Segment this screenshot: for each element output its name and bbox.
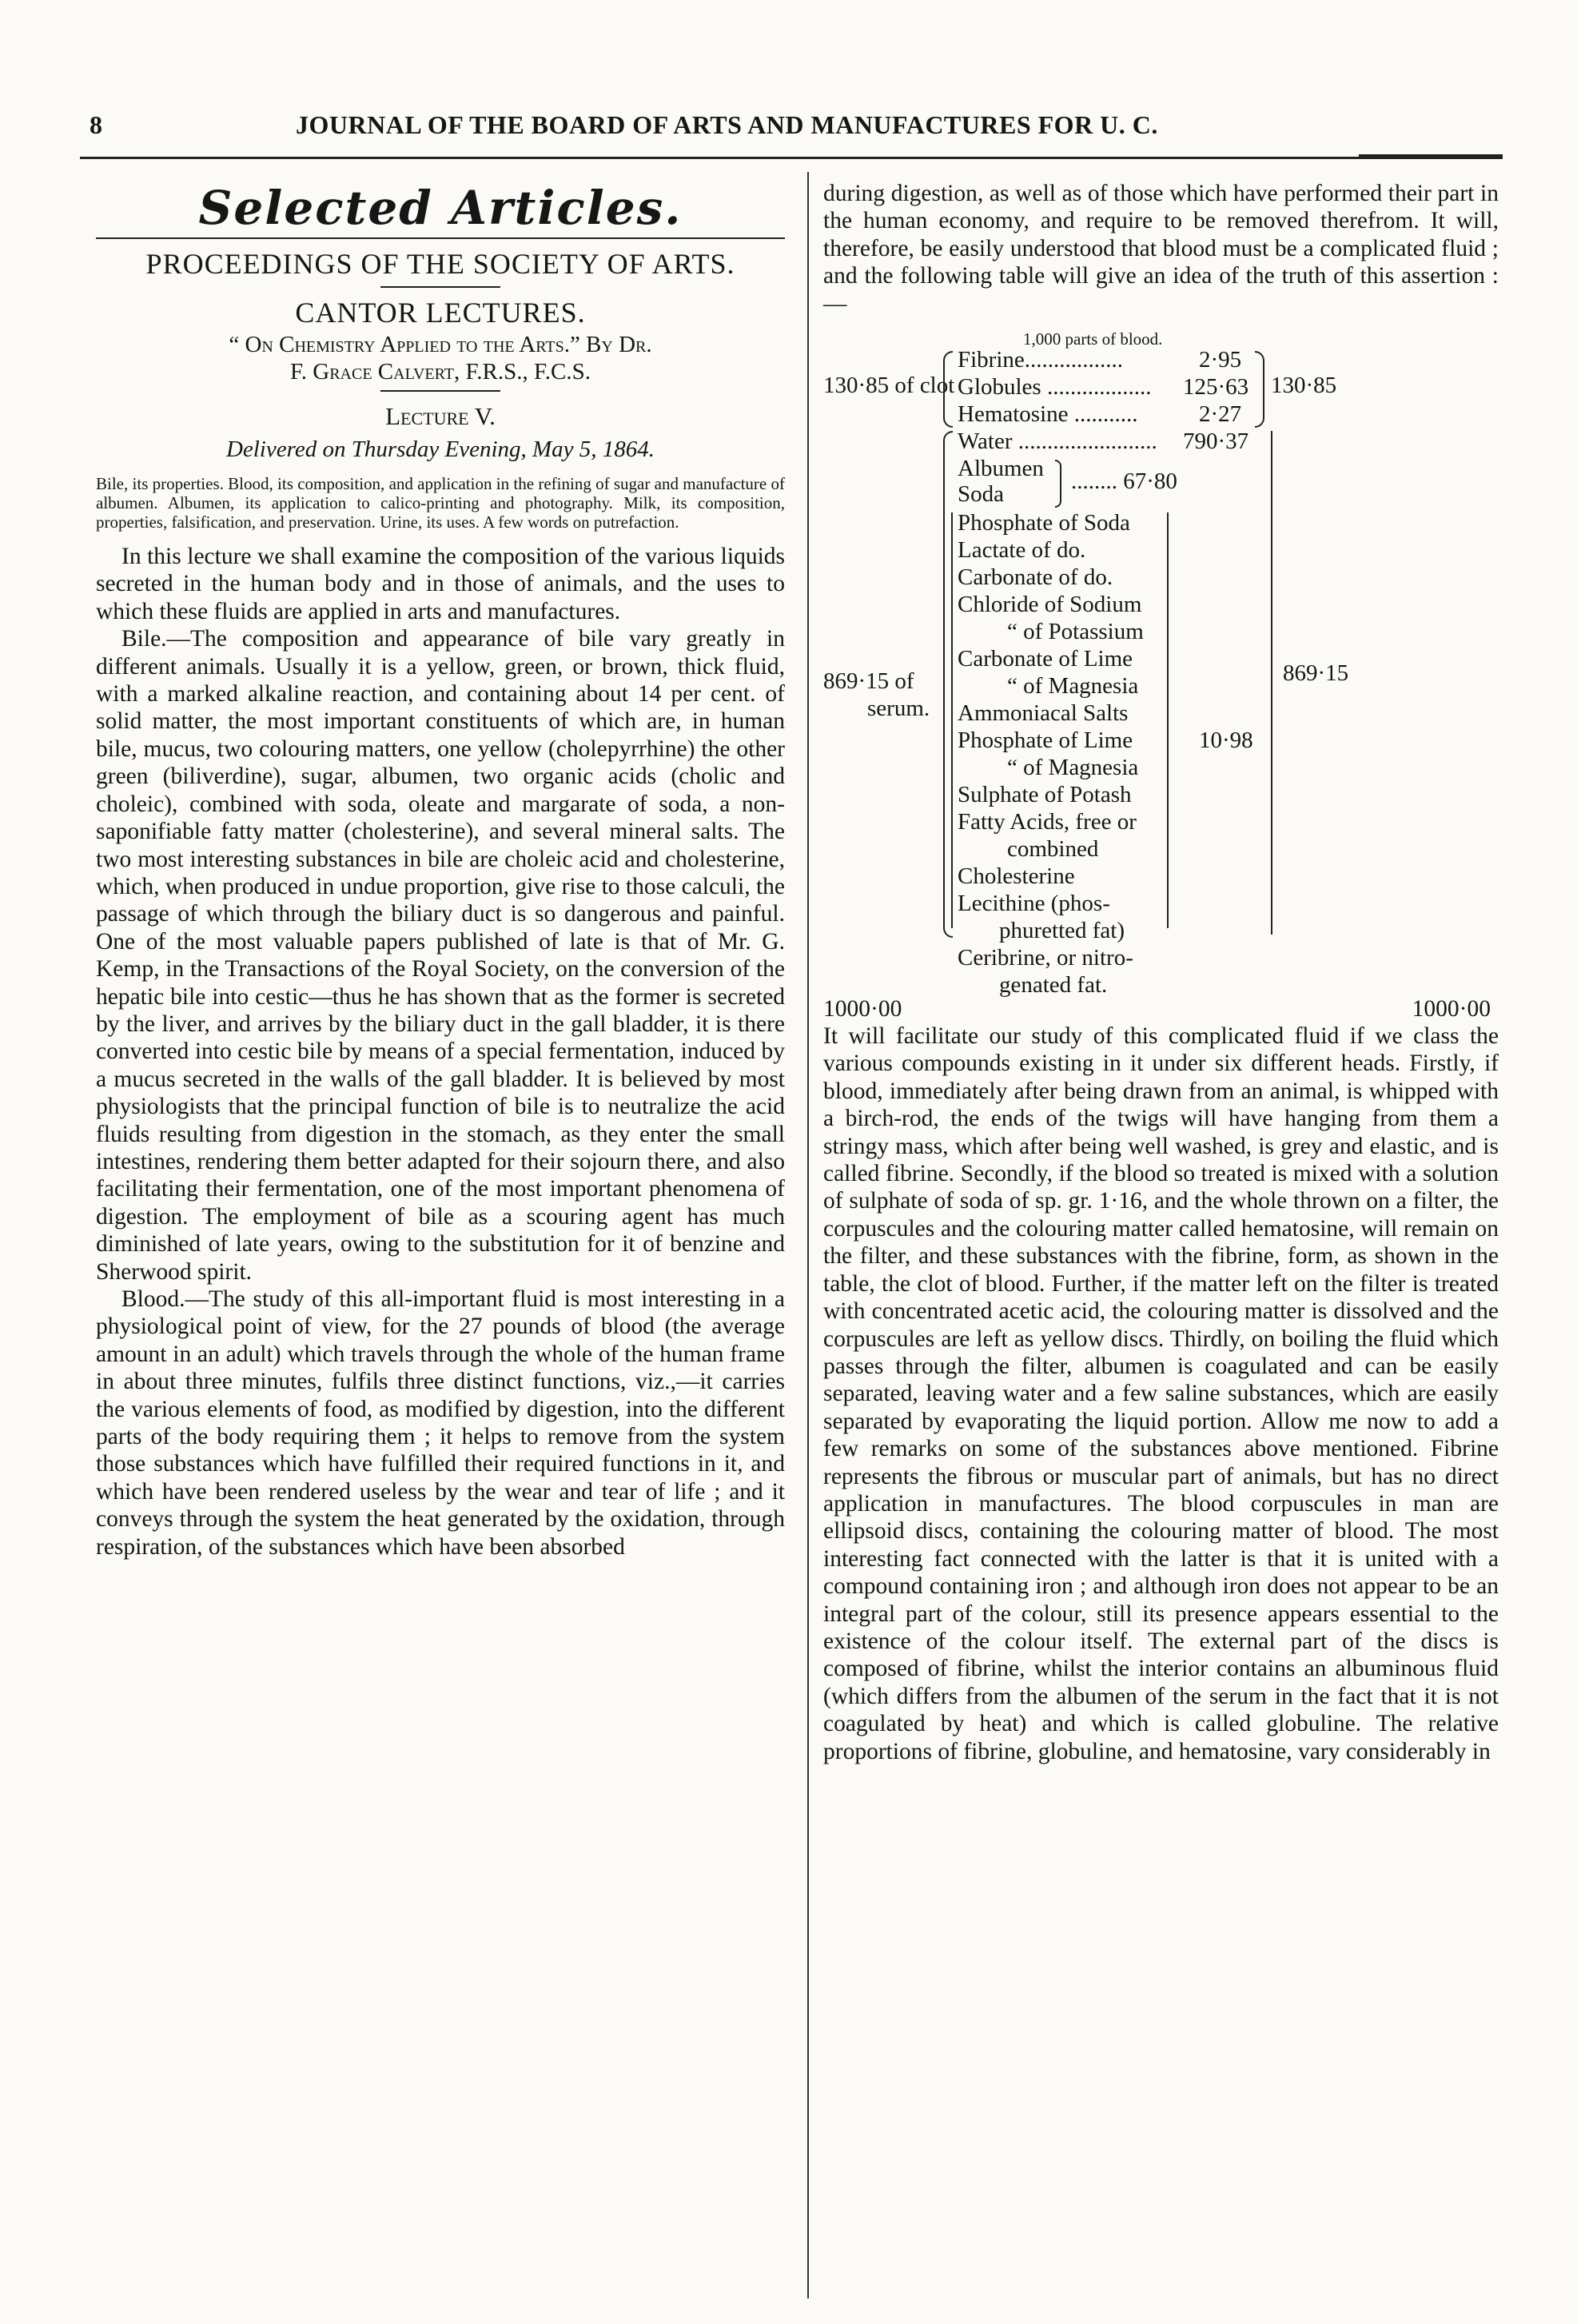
running-head — [80, 110, 1503, 150]
table-caption: 1,000 parts of blood. — [1023, 329, 1163, 349]
salt-item: Lecithine (phos- — [958, 891, 1110, 917]
serum-total: 869·15 — [1283, 660, 1349, 687]
salt-item: Fatty Acids, free or — [958, 809, 1137, 835]
salt-item: “ of Potassium — [1007, 619, 1144, 645]
salt-item: Ammoniacal Salts — [958, 700, 1129, 727]
paragraph-bile: Bile.—The composition and appearance of bile vary greatly in different animals. Usually it is a yellow, green, or brown, thick fluid, with a marked alkaline reaction, and containing about 14 per cent. of solid matter, the most important constituents of which are, in human bile, mucus, two colouring matters, one yellow (cholepyrrhine) the other green (biliverdine), sugar, albumen, two organic acids (cholic and choleic), combined with soda, oleate and margarate of soda, a non-saponifiable fatty matter (cholesterine), and several mineral salts. The two most interesting substances in bile are choleic acid and cholesterine, which, when produced in undue proportion, give rise to those calculi, the passage of which through the biliary duct is so dangerous and painful. One of the most valuable papers published of late is that of Mr. G. Kemp, in the Transactions of the Royal Society, on the conversion of the hepatic bile into cestic—thus he has shown that as the former is secreted by the liver, and arrives by the biliary duct in the gall bladder, it is there converted into cestic bile by means of a special fermentation, induced by a mucus secreted in the walls of the gall bladder. It is believed by most physiologists that the principal function of bile is to neutralize the acid fluids resulting from digestion in the stomach, as they enter the small intestines, rendering them better adapted for their sojourn there, and also facilitating their fermentation, one of the most important phenomena of digestion. The employment of bile as a scouring agent has much diminished of late years, owing to the substitution for it of benzine and Sherwood spirit. — [96, 626, 785, 1285]
lecture-number: Lecture V. — [385, 402, 496, 431]
paragraph-intro: In this lecture we shall examine the composition of the various liquids secreted in the human body and in those of animals, and the uses to which these fluids are applied in arts and manufactures. — [96, 544, 785, 624]
right-column — [823, 180, 1499, 1765]
subtitle-line-2: F. Grace Calvert, F.R.S., F.C.S. — [289, 359, 591, 385]
globules-value: 125·63 — [1183, 374, 1249, 401]
salt-item: Carbonate of Lime — [958, 646, 1133, 672]
clot-brace-left — [943, 351, 953, 428]
clot-total: 130·85 — [1271, 373, 1337, 399]
salt-item: Phosphate of Soda — [958, 510, 1130, 536]
paragraph-classification: It will facilitate our study of this complicated fluid if we class the various compounds existing in it under six different heads. Firstly, if blood, immediately after being drawn from an animal, is whipped with a birch-rod, the ends of the twigs will have hanging from them a stringy mass, which after being well washed, is grey and elastic, and is called fibrine. Secondly, if the blood so treated is mixed with a solution of sulphate of soda of sp. gr. 1·16, and the whole thrown on a filter, the corpuscules and the colouring matter called hematosine, will remain on the filter, and these substances with the fibrine, form, as shown in the table, the clot of blood. Further, if the matter left on the filter is treated with concentrated acetic acid, the colouring matter is dissolved and the corpuscules are left as yellow discs. Thirdly, on boiling the fluid which passes through the filter, albumen is coagulated and can be easily separated, leaving water and a few saline substances, which are easily separated by evaporating the liquid portion. Allow me now to add a few remarks on some of the substances above mentioned. Fibrine represents the fibrous or muscular part of animals, but has no direct application in manufactures. The blood corpuscules in man are ellipsoid discs, containing the colouring matter of blood. The most interesting fact connected with the latter is that it is united with a compound containing iron ; and although iron does not appear to be an integral part of the colour, still its presence appears essential to the existence of the colour itself. The external part of the discs is composed of fibrine, whilst the interior contains an albuminous fluid (which differs from the albumen of the serum in the fact that it is not coagulated by heat) and which is called globuline. The relative proportions of fibrine, globuline, and hematosine, vary considerably in — [823, 1023, 1499, 1764]
albumen-soda-brace — [1055, 460, 1061, 508]
header-rule-thick — [1359, 154, 1503, 159]
cantor-heading: CANTOR LECTURES. — [295, 296, 586, 329]
delivered-date: Delivered on Thursday Evening, May 5, 1864. — [225, 436, 655, 462]
salts-line-left — [951, 512, 953, 928]
soda-label: Soda — [958, 481, 1004, 508]
short-rule — [380, 390, 500, 392]
paragraph-blood: Blood.—The study of this all-important fluid is most interesting in a physiological point of view, for the 27 pounds of blood (the average amount in an adult) which travels through the whole of the human frame in about three minutes, fulfils three distinct functions, viz.,—it carries the various elements of food, as modified by digestion, into the different parts of the body requiring them ; it helps to remove from the system those substances which have fulfilled their required functions in it, and which have been rendered useless by the wear and tear of life ; and it conveys through the system the heat generated by the oxidation, through respiration, of the substances which have been absorbed — [96, 1286, 785, 1560]
globules-label: Globules .................. — [958, 374, 1152, 401]
section-heading: Selected Articles. — [198, 181, 683, 235]
hematosine-label: Hematosine ........... — [958, 401, 1138, 428]
albumen-soda-value: ........ 67·80 — [1071, 468, 1177, 495]
clot-label: 130·85 of clot — [823, 373, 955, 399]
serum-label-2: serum. — [867, 696, 930, 722]
salt-item: genated fat. — [999, 972, 1108, 999]
water-value: 790·37 — [1183, 429, 1249, 455]
page-number: 8 — [90, 110, 103, 139]
serum-label-1: 869·15 of — [823, 668, 914, 695]
heading-rule — [96, 237, 785, 239]
salt-item: Cholesterine — [958, 863, 1075, 890]
short-rule — [380, 286, 500, 288]
paragraph-continued: during digestion, as well as of those which have performed their part in the human economy, and require to be removed therefrom. It will, therefore, be easily understood that blood must be a complicated fluid ; and the following table will give an idea of the truth of this assertion :— — [823, 181, 1499, 317]
salt-item: Lactate of do. — [958, 537, 1086, 564]
water-label: Water ........................ — [958, 429, 1157, 455]
albumen-label: Albumen — [958, 456, 1044, 482]
lecture-subtitle — [96, 331, 785, 385]
salt-item: Ceribrine, or nitro- — [958, 945, 1133, 971]
journal-title: JOURNAL OF THE BOARD OF ARTS AND MANUFACTURES FOR U. C. — [296, 110, 1158, 139]
salt-item: Carbonate of do. — [958, 564, 1113, 591]
total-left: 1000·00 — [823, 996, 902, 1022]
serum-line-right — [1271, 431, 1272, 935]
salt-item: Phosphate of Lime — [958, 727, 1133, 754]
lecture-summary: Bile, its properties. Blood, its composition, and application in the refining of sugar and manufacture of albumen. Albumen, its application to calico-printing and photography. Milk, its composition, properties, falsification, and preservation. Urine, its uses. A few words on putrefaction. — [96, 474, 785, 532]
hematosine-value: 2·27 — [1199, 401, 1242, 428]
subtitle-line-1: “ On Chemistry Applied to the Arts.” By Dr. — [229, 332, 652, 358]
header-rule — [80, 157, 1499, 159]
total-right: 1000·00 — [1412, 996, 1491, 1022]
column-divider — [807, 172, 809, 2298]
salt-item: Sulphate of Potash — [958, 782, 1132, 808]
fibrine-label: Fibrine................. — [958, 347, 1124, 373]
left-column — [96, 180, 785, 1561]
salt-item: “ of Magnesia — [1007, 673, 1139, 700]
salt-item: “ of Magnesia — [1007, 755, 1139, 781]
proceedings-heading: PROCEEDINGS OF THE SOCIETY OF ARTS. — [145, 248, 735, 281]
salt-item: phuretted fat) — [999, 918, 1125, 944]
blood-composition-table — [823, 324, 1499, 999]
salt-item: Chloride of Sodium — [958, 592, 1142, 618]
salt-item: combined — [1007, 836, 1099, 863]
fibrine-value: 2·95 — [1199, 347, 1242, 373]
table-totals — [823, 995, 1499, 1022]
salts-line-right — [1167, 512, 1169, 928]
clot-brace-right — [1255, 351, 1264, 428]
salts-value: 10·98 — [1199, 727, 1253, 754]
